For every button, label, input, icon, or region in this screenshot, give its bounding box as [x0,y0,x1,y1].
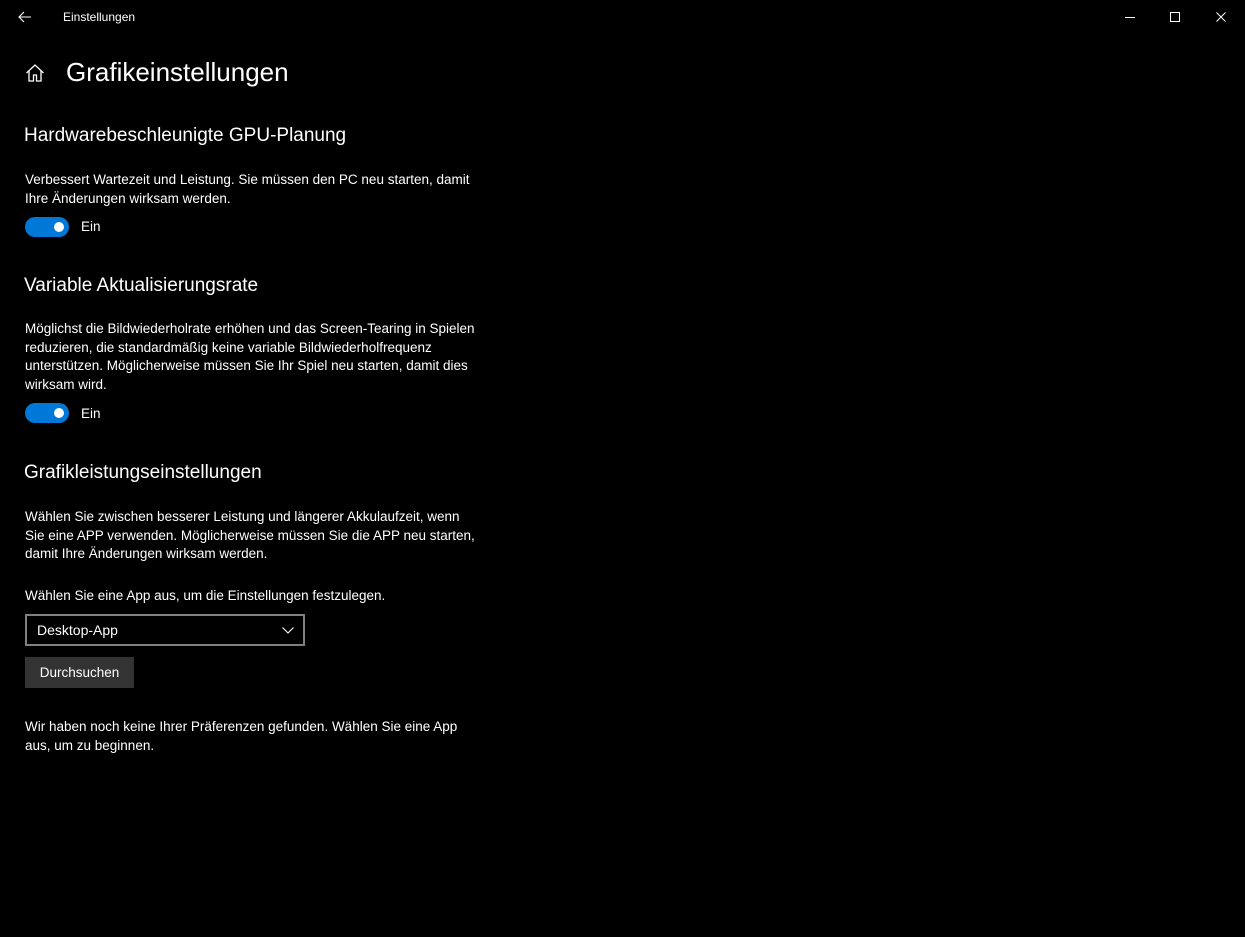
app-title: Einstellungen [63,10,136,24]
back-button[interactable] [8,2,42,32]
variable-refresh-toggle-label: Ein [81,406,101,421]
empty-preferences-message: Wir haben noch keine Ihrer Präferenzen gefunden. Wählen Sie eine App aus, um zu beginnen. [25,719,458,753]
graphics-performance-title: Grafikleistungseinstellungen [24,462,262,483]
variable-refresh-description: Möglichst die Bildwiederholrate erhöhen und das Screen-Tearing in Spielen reduzieren, die standardmäßig keine variable Bildwiederholfrequenz unterstützen. Möglicherweise müssen Sie Ihr Spiel neu starten, damit dies wirksam wird. [25,321,475,392]
choose-app-label: Wählen Sie eine App aus, um die Einstellungen festzulegen. [25,588,386,603]
minimize-button[interactable] [1107,0,1153,34]
gpu-scheduling-description: Verbessert Wartezeit und Leistung. Sie müssen den PC neu starten, damit Ihre Änderungen wirksam werden. [25,172,470,206]
gpu-scheduling-toggle[interactable] [25,217,69,237]
graphics-performance-description: Wählen Sie zwischen besserer Leistung und längerer Akkulaufzeit, wenn Sie eine APP verwenden. Möglicherweise müssen Sie die APP neu starten, damit Ihre Änderungen wirksam werden. [25,509,475,561]
title-bar [0,0,1245,34]
app-type-select-value: Desktop-App [37,622,118,638]
toggle-knob [54,222,64,232]
browse-button[interactable]: Durchsuchen [25,657,134,688]
close-button[interactable] [1198,0,1244,34]
variable-refresh-toggle[interactable] [25,403,69,423]
gpu-scheduling-toggle-label: Ein [81,219,101,234]
home-icon [24,62,46,84]
maximize-icon [1169,11,1181,23]
app-type-select[interactable] [25,614,305,646]
toggle-knob [54,408,64,418]
home-button[interactable] [24,62,46,84]
gpu-scheduling-title: Hardwarebeschleunigte GPU-Planung [24,125,347,146]
maximize-button[interactable] [1152,0,1198,34]
arrow-left-icon [18,11,32,23]
chevron-down-icon [281,623,295,637]
close-icon [1215,11,1227,23]
minimize-icon [1124,11,1136,23]
variable-refresh-title: Variable Aktualisierungsrate [24,275,259,296]
page-title: Grafikeinstellungen [66,57,289,87]
